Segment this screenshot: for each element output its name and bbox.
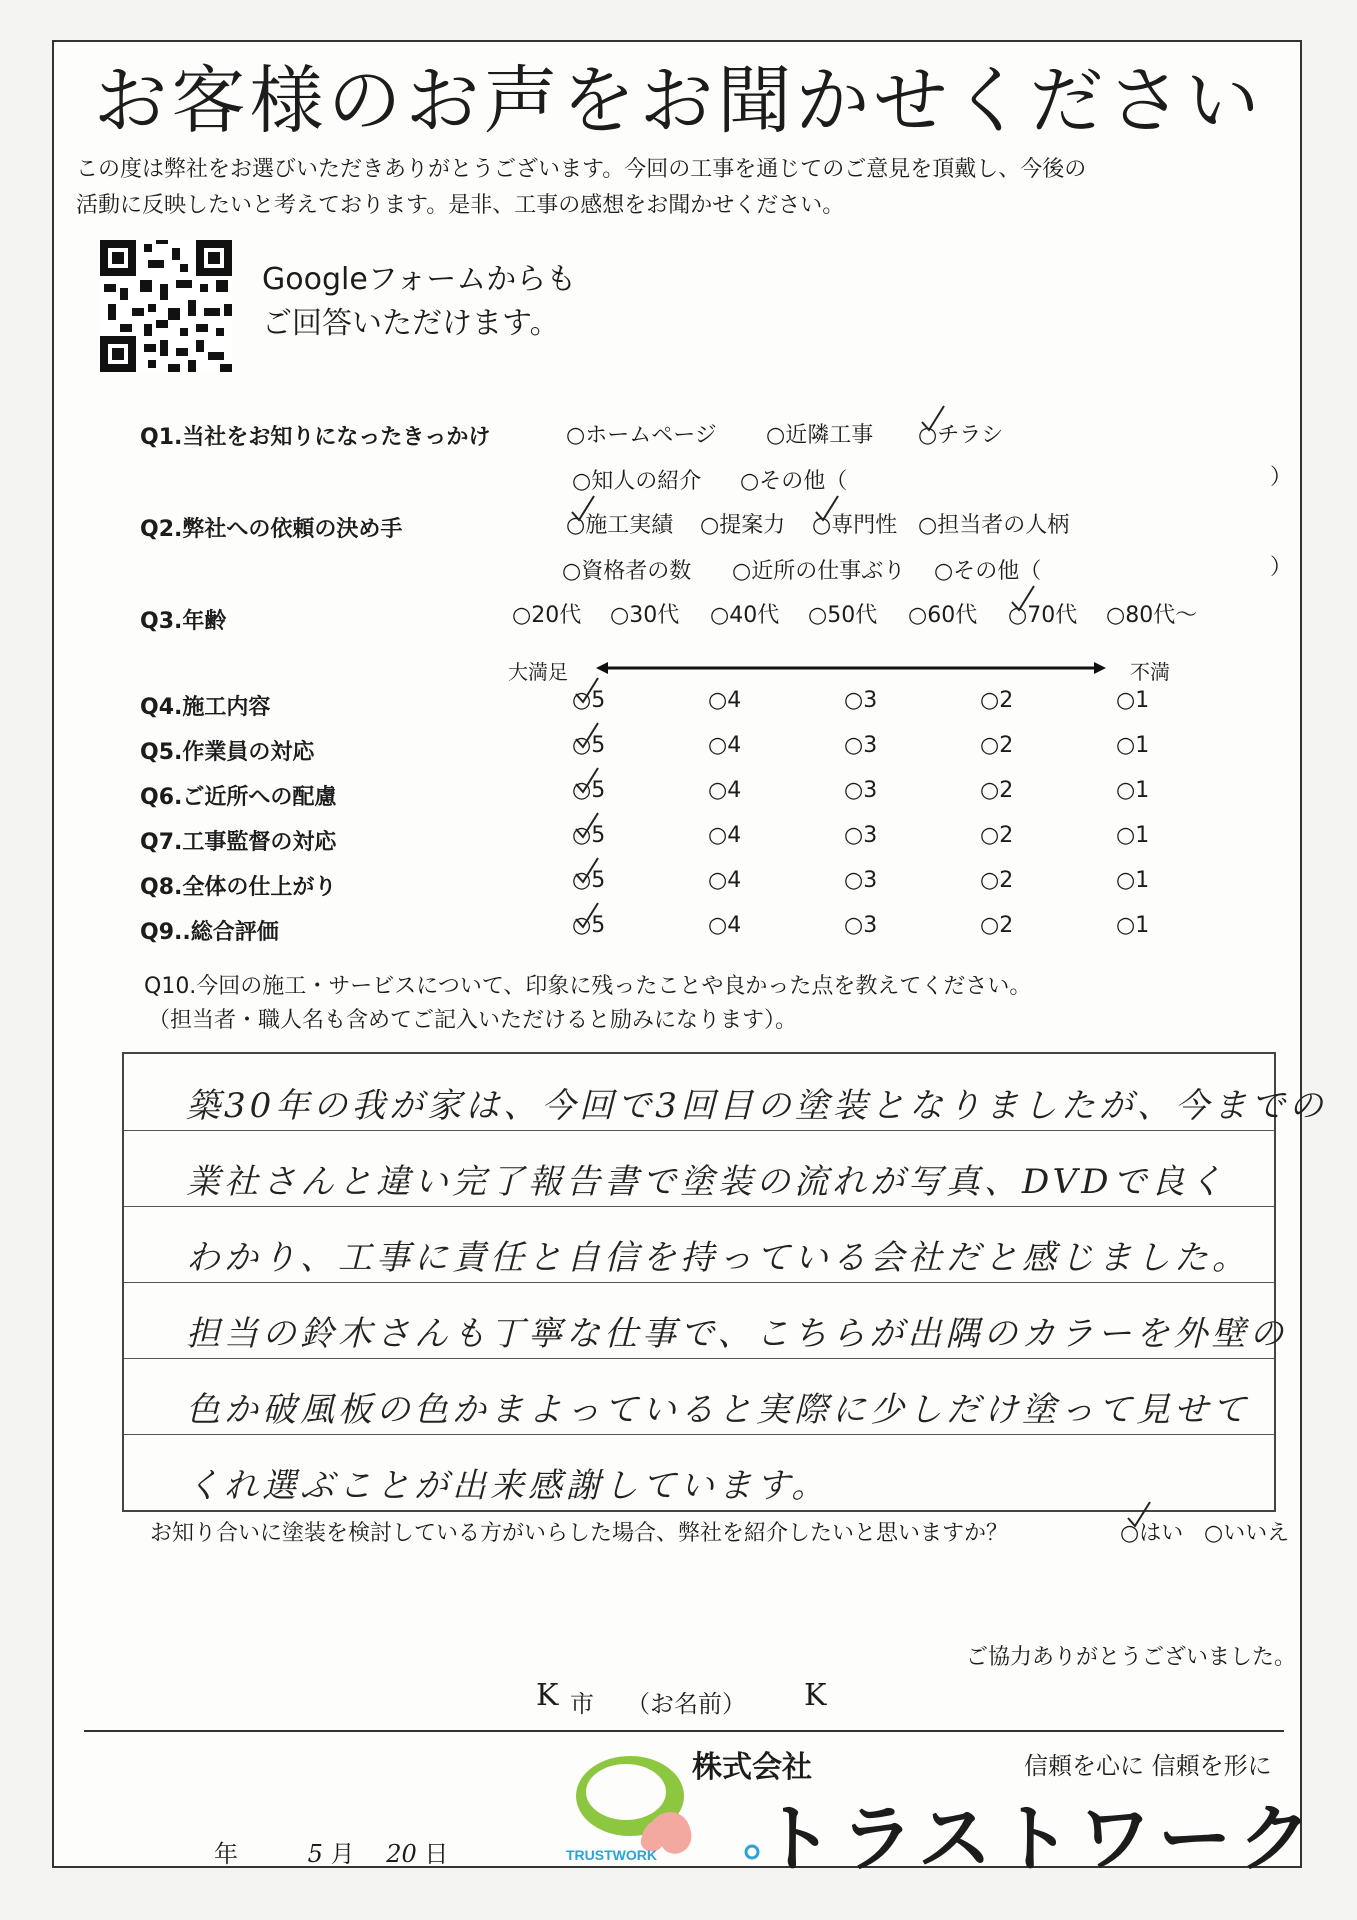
q10-line-2: （担当者・職人名も含めてご記入いただけると励みになります）。: [148, 1008, 798, 1033]
date-day-value: 20: [386, 1840, 417, 1868]
rating-option-5[interactable]: ○5: [572, 868, 606, 893]
answer-line-5: 色か破風板の色かまよっていると実際に少しだけ塗って見せて: [186, 1390, 1250, 1430]
rating-option-4[interactable]: ○4: [708, 688, 742, 713]
google-form-line-1: Googleフォームからも: [262, 262, 577, 297]
company-brand-name: トラストワーク: [760, 1796, 1318, 1882]
q3-option-40s[interactable]: ○40代: [710, 603, 780, 628]
intro-text: [76, 152, 1256, 224]
rating-question-label: Q4.施工内容: [140, 695, 271, 720]
intro-line-2: 活動に反映したいと考えております。是非、工事の感想をお聞かせください。: [76, 193, 845, 218]
answer-rule: [124, 1282, 1274, 1283]
q1-option-flyer[interactable]: ○チラシ: [918, 423, 1004, 448]
rating-option-3[interactable]: ○3: [844, 913, 878, 938]
q1-option-nearby-work[interactable]: ○近隣工事: [766, 423, 874, 448]
city-label: 市: [570, 1690, 594, 1718]
q2-option-other[interactable]: ○その他（: [934, 559, 1042, 584]
rating-option-1[interactable]: ○1: [1116, 778, 1150, 803]
rating-option-2[interactable]: ○2: [980, 778, 1014, 803]
q2-option-qualified[interactable]: ○資格者の数: [562, 559, 692, 584]
answer-rule: [124, 1434, 1274, 1435]
rating-option-5[interactable]: ○5: [572, 733, 606, 758]
company-type: 株式会社: [692, 1750, 812, 1785]
check-mark-icon: [574, 721, 600, 751]
q3-option-80s[interactable]: ○80代～: [1106, 603, 1198, 628]
rating-option-5[interactable]: ○5: [572, 778, 606, 803]
q10-answer-box[interactable]: [122, 1052, 1327, 1512]
q2-option-neighborhood-work[interactable]: ○近所の仕事ぶり: [732, 559, 906, 584]
rating-option-5[interactable]: ○5: [572, 913, 606, 938]
city-value: K: [536, 1678, 559, 1713]
rating-option-1[interactable]: ○1: [1116, 733, 1150, 758]
q3-option-30s[interactable]: ○30代: [610, 603, 680, 628]
q2-label: Q2.弊社への依頼の決め手: [140, 517, 403, 542]
intro-line-1: この度は弊社をお選びいただきありがとうございます。今回の工事を通じてのご意見を頂戴し、今後の: [76, 157, 1087, 182]
date-month-value: 5: [307, 1840, 323, 1868]
google-form-note: [262, 258, 576, 346]
google-form-line-2: ご回答いただけます。: [262, 306, 560, 341]
rating-option-2[interactable]: ○2: [980, 823, 1014, 848]
rating-option-4[interactable]: ○4: [708, 778, 742, 803]
check-mark-icon: [570, 494, 596, 524]
company-slogan: 信頼を心に 信頼を形に: [1024, 1752, 1272, 1780]
q2-other-close: ）: [1270, 555, 1293, 580]
date-field: [214, 1834, 448, 1869]
signature-divider: [84, 1730, 1284, 1732]
rating-option-5[interactable]: ○5: [572, 688, 606, 713]
answer-rule: [124, 1206, 1274, 1207]
logo-text: TRUSTWORK: [566, 1847, 657, 1863]
date-day-label: 日: [424, 1840, 449, 1868]
name-label: （お名前）: [626, 1690, 746, 1718]
answer-rule: [124, 1130, 1274, 1131]
q2-option-proposal[interactable]: ○提案力: [700, 513, 786, 538]
referral-no-option[interactable]: ○いいえ: [1204, 1521, 1290, 1546]
rating-option-1[interactable]: ○1: [1116, 823, 1150, 848]
q3-option-70s[interactable]: ○70代: [1008, 603, 1078, 628]
rating-question-label: Q5.作業員の対応: [140, 740, 315, 765]
q10-line-1: Q10.今回の施工・サービスについて、印象に残ったことや良かった点を教えてください。: [144, 974, 1032, 999]
thanks-text: ご協力ありがとうございました。: [966, 1645, 1297, 1670]
rating-option-4[interactable]: ○4: [708, 868, 742, 893]
rating-option-4[interactable]: ○4: [708, 913, 742, 938]
rating-option-5[interactable]: ○5: [572, 823, 606, 848]
rating-option-3[interactable]: ○3: [844, 688, 878, 713]
q10-question: [144, 970, 1032, 1038]
rating-option-2[interactable]: ○2: [980, 913, 1014, 938]
rating-option-3[interactable]: ○3: [844, 823, 878, 848]
check-mark-icon: [574, 901, 600, 931]
check-mark-icon: [1126, 1500, 1152, 1530]
check-mark-icon: [574, 676, 600, 706]
q2-option-track-record[interactable]: ○施工実績: [566, 513, 674, 538]
q3-option-60s[interactable]: ○60代: [908, 603, 978, 628]
scale-right-label: 不満: [1130, 660, 1170, 684]
scale-arrow-icon: [596, 662, 1106, 674]
q3-option-50s[interactable]: ○50代: [808, 603, 878, 628]
date-year-label: 年: [214, 1840, 238, 1868]
check-mark-icon: [1010, 584, 1036, 614]
q2-option-expertise[interactable]: ○専門性: [812, 513, 898, 538]
rating-question-label: Q6.ご近所への配慮: [140, 785, 337, 810]
answer-line-1: 築30年の我が家は、今回で3回目の塗装となりましたが、今までの: [186, 1086, 1327, 1126]
date-month-label: 月: [330, 1840, 355, 1868]
q1-option-homepage[interactable]: ○ホームページ: [566, 423, 717, 448]
rating-option-3[interactable]: ○3: [844, 733, 878, 758]
rating-question-label: Q7.工事監督の対応: [140, 830, 337, 855]
rating-option-4[interactable]: ○4: [708, 733, 742, 758]
answer-rule: [124, 1358, 1274, 1359]
answer-line-4: 担当の鈴木さんも丁寧な仕事で、こちらが出隅のカラーを外壁の: [186, 1314, 1288, 1354]
rating-option-3[interactable]: ○3: [844, 868, 878, 893]
answer-line-2: 業社さんと違い完了報告書で塗装の流れが写真、DVDで良く: [186, 1162, 1227, 1202]
check-mark-icon: [814, 494, 840, 524]
referral-yes-option[interactable]: ○はい: [1120, 1521, 1184, 1546]
check-mark-icon: [920, 404, 946, 434]
rating-option-2[interactable]: ○2: [980, 733, 1014, 758]
rating-option-4[interactable]: ○4: [708, 823, 742, 848]
q1-option-referral[interactable]: ○知人の紹介: [572, 469, 702, 494]
rating-option-2[interactable]: ○2: [980, 868, 1014, 893]
q1-label: Q1.当社をお知りになったきっかけ: [140, 425, 491, 450]
check-mark-icon: [574, 811, 600, 841]
page-title: お客様のお声をお聞かせください: [93, 58, 1264, 144]
answer-line-3: わかり、工事に責任と自信を持っている会社だと感じました。: [186, 1238, 1250, 1278]
q1-option-other[interactable]: ○その他（: [740, 469, 848, 494]
check-mark-icon: [574, 856, 600, 886]
scale-left-label: 大満足: [508, 660, 568, 684]
survey-form-frame: [52, 40, 1302, 1868]
rating-question-label: Q8.全体の仕上がり: [140, 875, 337, 900]
check-mark-icon: [574, 766, 600, 796]
rating-option-1[interactable]: ○1: [1116, 688, 1150, 713]
q1-other-close: ）: [1270, 465, 1293, 490]
rating-option-1[interactable]: ○1: [1116, 913, 1150, 938]
q3-option-20s[interactable]: ○20代: [512, 603, 582, 628]
answer-line-6: くれ選ぶことが出来感謝しています。: [186, 1466, 830, 1506]
rating-option-1[interactable]: ○1: [1116, 868, 1150, 893]
rating-option-3[interactable]: ○3: [844, 778, 878, 803]
q2-option-personality[interactable]: ○担当者の人柄: [918, 513, 1070, 538]
rating-option-2[interactable]: ○2: [980, 688, 1014, 713]
rating-question-label: Q9..総合評価: [140, 920, 279, 945]
name-value: K: [804, 1678, 827, 1713]
q3-label: Q3.年齢: [140, 609, 227, 634]
qr-code-icon[interactable]: [100, 240, 232, 372]
referral-question: お知り合いに塗装を検討している方がいらした場合、弊社を紹介したいと思いますか？: [150, 1521, 1009, 1546]
